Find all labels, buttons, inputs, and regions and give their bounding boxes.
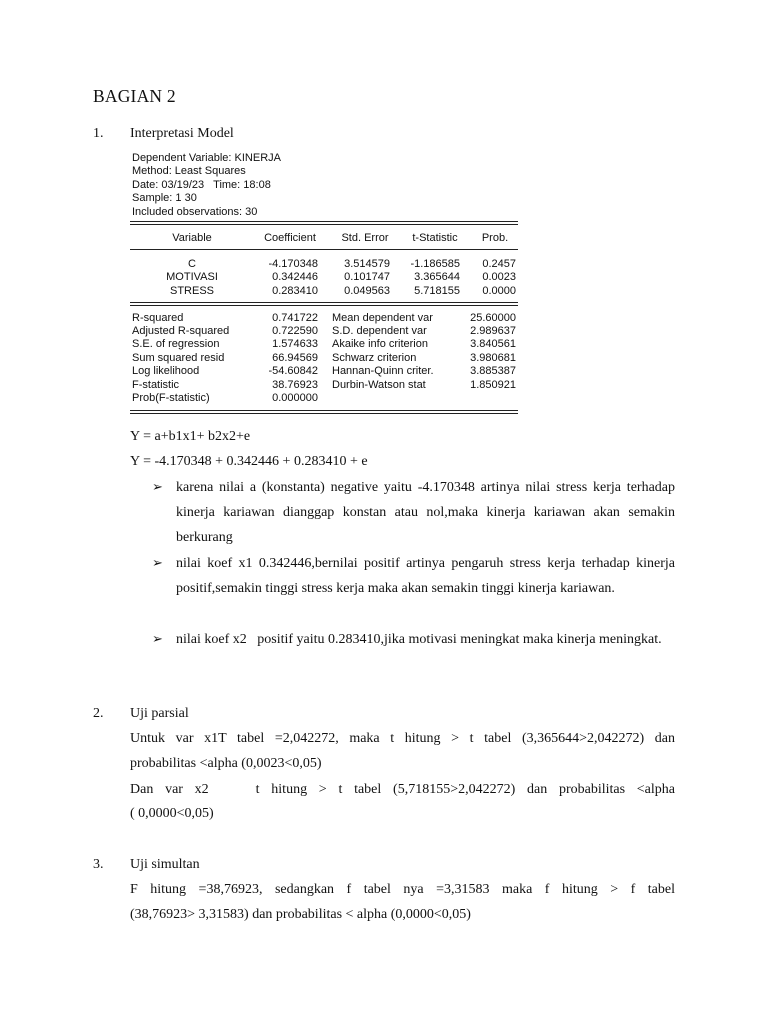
cell-std-error: 3.514579 [344,258,390,270]
stat-value: -54.60842 [268,365,318,377]
stat-label: S.D. dependent var [332,325,427,337]
stat-value: 3.885387 [470,365,516,377]
stat-value: 3.840561 [470,338,516,350]
cell-std-error: 0.049563 [344,285,390,297]
cell-t-statistic: 5.718155 [414,285,460,297]
cell-prob: 0.0000 [482,285,516,297]
parsial-para2-line2: ( 0,0000<0,05) [130,806,214,821]
stat-label: Mean dependent var [332,312,433,324]
page-title: BAGIAN 2 [93,86,176,106]
meta-date: Date: 03/19/23 Time: 18:08 [132,178,271,191]
cell-std-error: 0.101747 [344,271,390,283]
bullet-arrow-icon: ➢ [152,631,163,646]
bullet-arrow-icon: ➢ [152,479,163,494]
stat-value: 1.574633 [272,338,318,350]
cell-t-statistic: 3.365644 [414,271,460,283]
table-rule-header [130,249,518,250]
stat-value: 38.76923 [272,379,318,391]
cell-coefficient: 0.283410 [272,285,318,297]
parsial-para2-line1: Dan var x2 t hitung > t tabel (5,718155>2,042272) dan probabilitas <alpha [130,782,675,797]
stat-value: 2.989637 [470,325,516,337]
simultan-line1: F hitung =38,76923, sedangkan f tabel nya =3,31583 maka f hitung > f tabel [130,882,675,897]
section-number-2: 2. [93,706,104,721]
bullet-item-3: nilai koef x2 positif yaitu 0.283410,jika motivasi meningkat maka kinerja meningkat. [176,632,662,647]
stat-value: 3.980681 [470,352,516,364]
bullet-item-2: nilai koef x1 0.342446,bernilai positif artinya pengaruh stress kerja terhadap kinerja positif,semakin tinggi stress kerja maka akan semakin tinggi kinerja kariawan. [176,556,675,596]
equation-estimated: Y = -4.170348 + 0.342446 + 0.283410 + e [130,454,368,469]
cell-prob: 0.2457 [482,258,516,270]
cell-coefficient: -4.170348 [268,258,318,270]
stat-label: Durbin-Watson stat [332,379,426,391]
stat-label: Akaike info criterion [332,338,428,350]
cell-variable: MOTIVASI [166,271,218,283]
cell-variable: STRESS [169,285,214,297]
table-rule-mid-1 [130,302,518,303]
equation-general: Y = a+b1x1+ b2x2+e [130,429,251,444]
header-t-statistic: t-Statistic [412,232,458,244]
header-std-error: Std. Error [341,232,389,244]
table-rule-top-1 [130,221,518,222]
stat-label: Schwarz criterion [332,352,417,364]
table-rule-mid-2 [130,305,518,306]
bullet-arrow-icon: ➢ [152,555,163,570]
stat-value: 0.722590 [272,325,318,337]
parsial-para1-line1: Untuk var x1T tabel =2,042272, maka t hitung > t tabel (3,365644>2,042272) dan [130,731,675,746]
section-heading-3: Uji simultan [130,857,200,872]
cell-coefficient: 0.342446 [272,271,318,283]
meta-observations: Included observations: 30 [132,205,258,218]
cell-t-statistic: -1.186585 [410,258,460,270]
cell-prob: 0.0023 [482,271,516,283]
cell-variable: C [188,258,196,270]
stat-label: S.E. of regression [132,338,220,350]
meta-sample: Sample: 1 30 [132,192,197,205]
stat-label: F-statistic [132,379,180,391]
stat-label: Prob(F-statistic) [132,392,210,404]
header-coefficient: Coefficient [264,232,316,244]
header-prob: Prob. [481,232,509,244]
stat-label: Sum squared resid [132,352,225,364]
stat-label: Log likelihood [132,365,200,377]
stat-value: 1.850921 [470,379,516,391]
section-number-1: 1. [93,126,104,141]
table-rule-top-2 [130,224,518,225]
stat-value: 25.60000 [470,312,516,324]
stat-value: 0.000000 [272,392,318,404]
parsial-para1-line2: probabilitas <alpha (0,0023<0,05) [130,756,322,771]
meta-dependent: Dependent Variable: KINERJA [132,152,281,164]
stat-value: 66.94569 [272,352,318,364]
table-rule-bottom-2 [130,413,518,414]
section-number-3: 3. [93,857,104,872]
stat-label: Adjusted R-squared [132,325,230,337]
header-variable: Variable [172,232,212,244]
section-heading-2: Uji parsial [130,706,189,721]
bullet-item-1: karena nilai a (konstanta) negative yaitu -4.170348 artinya nilai stress kerja terhadap kinerja kariawan dianggap konstan atau nol,maka kinerja kariawan akan semakin berkurang [176,480,675,545]
simultan-line2: (38,76923> 3,31583) dan probabilitas < alpha (0,0000<0,05) [130,907,471,922]
meta-method: Method: Least Squares [132,165,246,178]
stat-value: 0.741722 [272,312,318,324]
table-rule-bottom-1 [130,410,518,411]
stat-label: Hannan-Quinn criter. [332,365,434,377]
stat-label: R-squared [132,312,184,324]
section-heading-1: Interpretasi Model [130,126,234,141]
regression-meta [132,152,281,219]
